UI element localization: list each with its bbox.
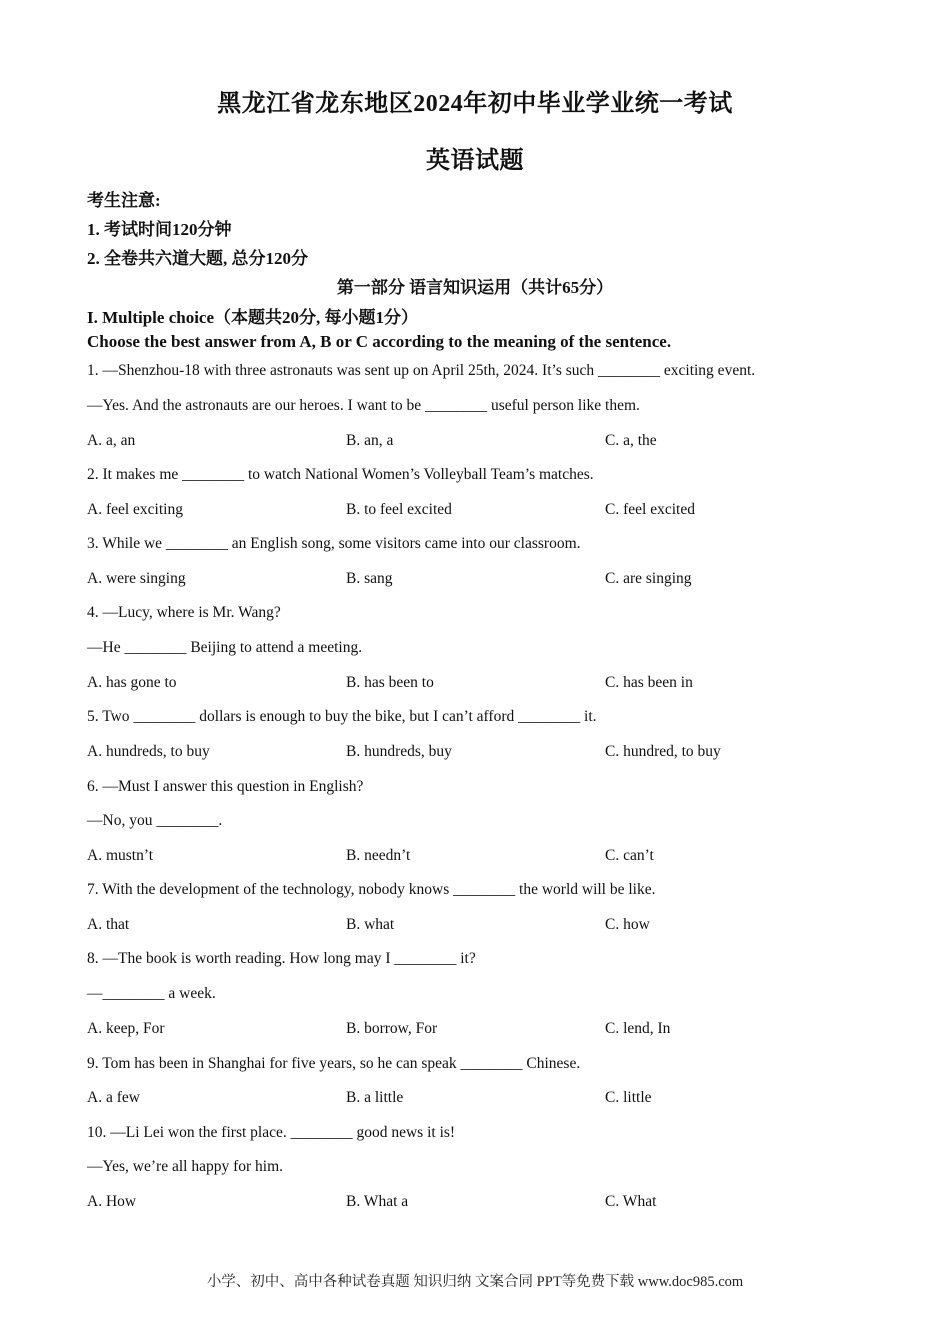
question-text: —Yes, we’re all happy for him.: [87, 1158, 284, 1175]
option-b: B. needn’t: [346, 847, 411, 864]
notice-heading: 考生注意:: [87, 191, 161, 210]
question-text: 6. —Must I answer this question in English?: [87, 778, 364, 795]
option-c: C. a, the: [605, 432, 657, 449]
option-c: C. has been in: [605, 674, 693, 691]
option-a: A. mustn’t: [87, 847, 154, 864]
question-text: —Yes. And the astronauts are our heroes. I want to be ________ useful person like them.: [87, 397, 640, 414]
option-a: A. that: [87, 916, 130, 933]
option-c: C. are singing: [605, 570, 692, 587]
question-text: 9. Tom has been in Shanghai for five years, so he can speak ________ Chinese.: [87, 1055, 581, 1072]
option-a: A. has gone to: [87, 674, 177, 691]
option-b: B. hundreds, buy: [346, 743, 452, 760]
question-text: 1. —Shenzhou-18 with three astronauts was sent up on April 25th, 2024. It’s such ________ exciting event.: [87, 362, 756, 379]
section-instruction: Choose the best answer from A, B or C according to the meaning of the sentence.: [87, 332, 672, 351]
question-text: —He ________ Beijing to attend a meeting.: [87, 639, 363, 656]
option-b: B. borrow, For: [346, 1020, 438, 1037]
option-c: C. little: [605, 1089, 652, 1106]
option-b: B. an, a: [346, 432, 394, 449]
notice-item: 2. 全卷共六道大题, 总分120分: [87, 249, 308, 268]
question-text: 4. —Lucy, where is Mr. Wang?: [87, 604, 281, 621]
option-c: C. lend, In: [605, 1020, 671, 1037]
option-b: B. what: [346, 916, 395, 933]
option-c: C. can’t: [605, 847, 654, 864]
section-title: I. Multiple choice（本题共20分, 每小题1分）: [87, 308, 419, 327]
option-b: B. to feel excited: [346, 501, 452, 518]
option-a: A. hundreds, to buy: [87, 743, 210, 760]
question-text: —________ a week.: [87, 985, 216, 1002]
question-text: 3. While we ________ an English song, some visitors came into our classroom.: [87, 535, 581, 552]
question-text: —No, you ________.: [87, 812, 223, 829]
option-c: C. What: [605, 1193, 657, 1210]
option-b: B. sang: [346, 570, 393, 587]
option-c: C. feel excited: [605, 501, 695, 518]
option-a: A. a few: [87, 1089, 140, 1106]
option-a: A. keep, For: [87, 1020, 165, 1037]
notice-item: 1. 考试时间120分钟: [87, 220, 232, 239]
option-a: A. a, an: [87, 432, 136, 449]
page-footer: 小学、初中、高中各种试卷真题 知识归纳 文案合同 PPT等免费下载 www.doc985.com: [206, 1274, 744, 1290]
exam-subtitle: 英语试题: [426, 148, 524, 174]
part-title: 第一部分 语言知识运用（共计65分）: [336, 278, 614, 297]
question-text: 2. It makes me ________ to watch National Women’s Volleyball Team’s matches.: [87, 466, 594, 483]
option-a: A. How: [87, 1193, 137, 1210]
question-text: 8. —The book is worth reading. How long may I ________ it?: [87, 950, 476, 967]
option-c: C. hundred, to buy: [605, 743, 721, 760]
option-b: B. has been to: [346, 674, 434, 691]
option-c: C. how: [605, 916, 650, 933]
question-text: 7. With the development of the technology, nobody knows ________ the world will be like.: [87, 881, 656, 898]
option-a: A. feel exciting: [87, 501, 183, 518]
question-text: 5. Two ________ dollars is enough to buy the bike, but I can’t afford ________ it.: [87, 708, 597, 725]
option-b: B. a little: [346, 1089, 404, 1106]
option-b: B. What a: [346, 1193, 409, 1210]
exam-title: 黑龙江省龙东地区2024年初中毕业学业统一考试: [217, 91, 733, 117]
option-a: A. were singing: [87, 570, 186, 587]
question-text: 10. —Li Lei won the first place. ________ good news it is!: [87, 1124, 456, 1141]
